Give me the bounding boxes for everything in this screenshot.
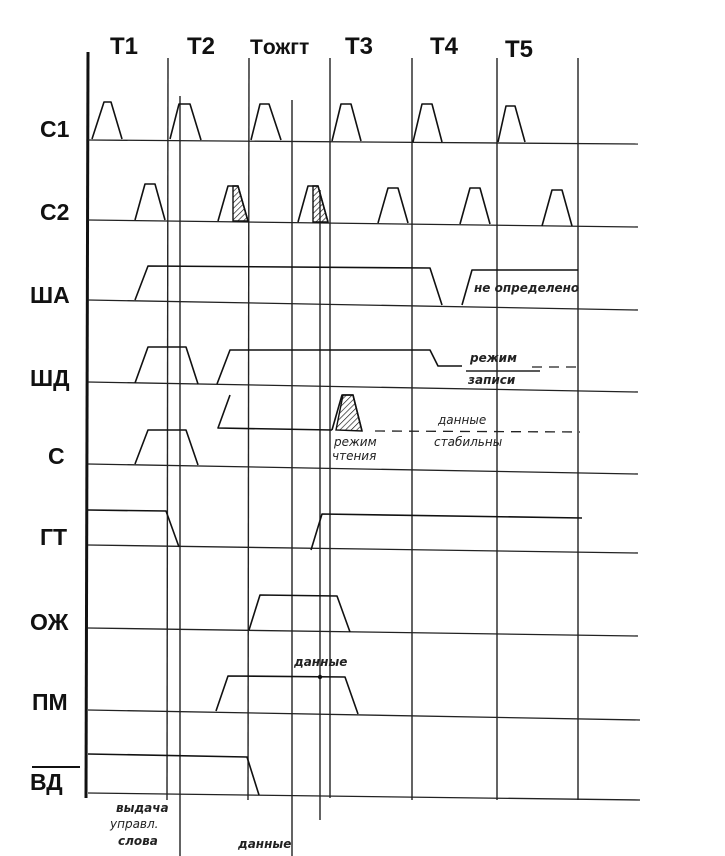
annotation-pm-data: данные: [294, 655, 348, 669]
waveform-sha: [88, 266, 638, 310]
annotation-not-defined: не определено: [474, 281, 580, 295]
signal-label-pm: ПМ: [32, 689, 68, 715]
phase-label-t-wait: Tожгт: [250, 36, 310, 59]
annotation-data-stable-line1: данные: [438, 413, 487, 427]
phase-label-t1: T1: [110, 33, 139, 60]
signal-label-shd: ШД: [30, 365, 70, 391]
waveform-pm: [88, 655, 640, 720]
signal-label-c2: C2: [40, 199, 70, 225]
annotation-bottom-data: данные: [238, 837, 292, 851]
annotation-issue-line1: выдача: [116, 801, 169, 815]
annotation-data-stable-line2: стабильны: [434, 435, 503, 449]
phase-label-t3: T3: [345, 33, 374, 60]
annotation-issue-line2: управл.: [110, 817, 159, 831]
signal-label-gt: ГТ: [40, 524, 68, 550]
signal-label-c1: C1: [40, 116, 70, 142]
waveform-c2: [88, 184, 638, 227]
waveform-shd: [88, 347, 638, 392]
signal-label-c: С: [48, 443, 65, 469]
annotation-read-mode-line2: чтения: [332, 449, 377, 463]
waveform-vd: [88, 754, 640, 800]
phase-label-t4: T4: [430, 33, 459, 60]
signal-label-ozh: ОЖ: [30, 609, 69, 635]
waveform-c: [88, 395, 638, 474]
annotation-write-mode-line2: записи: [468, 373, 516, 387]
phase-label-t2: T2: [187, 33, 216, 60]
waveform-gt: [88, 510, 638, 553]
time-axis-line: [86, 52, 88, 798]
waveform-c1: [88, 102, 638, 144]
annotation-issue-line3: слова: [118, 834, 158, 848]
signal-label-sha: ША: [30, 282, 70, 308]
phase-label-t5: T5: [505, 36, 534, 63]
waveform-ozh: [88, 595, 638, 636]
signal-label-vd: ВД: [30, 769, 63, 795]
annotation-read-mode-line1: режим: [334, 435, 377, 449]
annotation-write-mode-line1: режим: [470, 351, 517, 365]
